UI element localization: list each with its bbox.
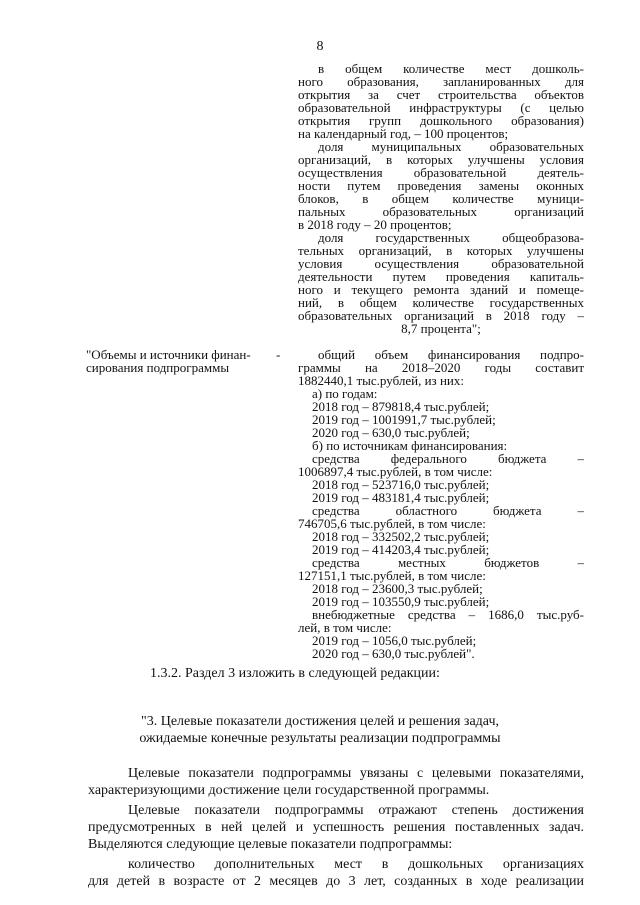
text-line: 2019 год – 1001991,7 тыс.рублей; bbox=[312, 412, 496, 427]
funding-dash: - bbox=[276, 347, 281, 362]
section-instruction: 1.3.2. Раздел 3 изложить в следующей редакции: bbox=[150, 666, 440, 681]
text-line: внебюджетные средства – 1686,0 тыс.руб- bbox=[312, 607, 584, 622]
text-line: условия осуществления образовательной bbox=[298, 256, 584, 271]
paragraph-line: характеризующими достижение цели государственной программы. bbox=[88, 783, 490, 798]
text-line: тельных организаций, в которых улучшены bbox=[298, 243, 584, 258]
text-line: граммы на 2018–2020 годы составит bbox=[298, 360, 584, 375]
text-line: открытия групп дошкольного образования) bbox=[298, 113, 584, 128]
section-heading-line: "3. Целевые показатели достижения целей и решения задач, bbox=[141, 714, 499, 729]
text-line: осуществления образовательной деятель- bbox=[298, 165, 584, 180]
text-line: 2019 год – 1056,0 тыс.рублей; bbox=[312, 633, 477, 648]
text-line: доля государственных общеобразова- bbox=[318, 230, 584, 245]
text-line: в 2018 году – 20 процентов; bbox=[298, 217, 452, 232]
funding-details bbox=[298, 348, 584, 660]
text-line: деятельности путем проведения капиталь- bbox=[298, 269, 584, 284]
text-line: 2020 год – 630,0 тыс.рублей". bbox=[312, 646, 475, 661]
text-line: образовательной инфраструктуры (с целью bbox=[298, 100, 584, 115]
text-line: ности путем проведения замены оконных bbox=[298, 178, 584, 193]
target-indicators-block bbox=[298, 62, 584, 335]
paragraph-line: количество дополнительных мест в дошкольных организациях bbox=[128, 857, 584, 872]
text-line: средства местных бюджетов – bbox=[312, 555, 584, 570]
label-line: сирования подпрограммы bbox=[86, 360, 230, 375]
text-line: пальных образовательных организаций bbox=[298, 204, 584, 219]
text-line: 2018 год – 332502,2 тыс.рублей; bbox=[312, 529, 490, 544]
text-line: 2018 год – 23600,3 тыс.рублей; bbox=[312, 581, 483, 596]
text-line: организаций, в которых улучшены условия bbox=[298, 152, 584, 167]
text-line: а) по годам: bbox=[312, 386, 378, 401]
text-line: 1882440,1 тыс.рублей, из них: bbox=[298, 373, 464, 388]
text-line: 2018 год – 879818,4 тыс.рублей; bbox=[312, 399, 490, 414]
text-line: б) по источникам финансирования: bbox=[312, 438, 508, 453]
text-line: 127151,1 тыс.рублей, в том числе: bbox=[298, 568, 486, 583]
paragraph-line: Выделяются следующие целевые показатели подпрограммы: bbox=[88, 837, 453, 852]
funding-label bbox=[86, 348, 296, 374]
text-line: средства федерального бюджета – bbox=[312, 451, 584, 466]
text-line: средства областного бюджета – bbox=[312, 503, 584, 518]
text-line: ного и текущего ремонта зданий и помеще- bbox=[298, 282, 584, 297]
text-line: в общем количестве мест дошколь- bbox=[318, 61, 584, 76]
text-line: лей, в том числе: bbox=[298, 620, 392, 635]
text-line: ного образования, запланированных для bbox=[298, 74, 584, 89]
paragraph-line: Целевые показатели подпрограммы отражают степень достижения bbox=[128, 803, 584, 818]
text-line: 2019 год – 414203,4 тыс.рублей; bbox=[312, 542, 490, 557]
page-number: 8 bbox=[316, 39, 324, 54]
text-line: открытия за счет строительства объектов bbox=[298, 87, 584, 102]
paragraph-line: предусмотренных в ней целей и успешность решения поставленных задач. bbox=[88, 820, 584, 835]
section-heading-line: ожидаемые конечные результаты реализации подпрограммы bbox=[139, 731, 501, 746]
text-line: блоков, в общем количестве муници- bbox=[298, 191, 584, 206]
text-line: ний, в общем количестве государственных bbox=[298, 295, 584, 310]
paragraph-line: Целевые показатели подпрограммы увязаны с целевыми показателями, bbox=[128, 766, 584, 781]
paragraph-line: для детей в возрасте от 2 месяцев до 3 лет, созданных в ходе реализации bbox=[88, 874, 584, 889]
text-line: образовательных организаций в 2018 году – bbox=[298, 308, 584, 323]
text-line: 2019 год – 103550,9 тыс.рублей; bbox=[312, 594, 490, 609]
text-line: 2020 год – 630,0 тыс.рублей; bbox=[312, 425, 470, 440]
label-line: "Объемы и источники финан- bbox=[86, 347, 251, 362]
text-line: 8,7 процента"; bbox=[401, 321, 481, 336]
text-line: 2018 год – 523716,0 тыс.рублей; bbox=[312, 477, 490, 492]
text-line: общий объем финансирования подпро- bbox=[318, 347, 584, 362]
text-line: 746705,6 тыс.рублей, в том числе: bbox=[298, 516, 486, 531]
text-line: 1006897,4 тыс.рублей, в том числе: bbox=[298, 464, 493, 479]
text-line: 2019 год – 483181,4 тыс.рублей; bbox=[312, 490, 490, 505]
text-line: доля муниципальных образовательных bbox=[318, 139, 584, 154]
text-line: на календарный год, – 100 процентов; bbox=[298, 126, 509, 141]
